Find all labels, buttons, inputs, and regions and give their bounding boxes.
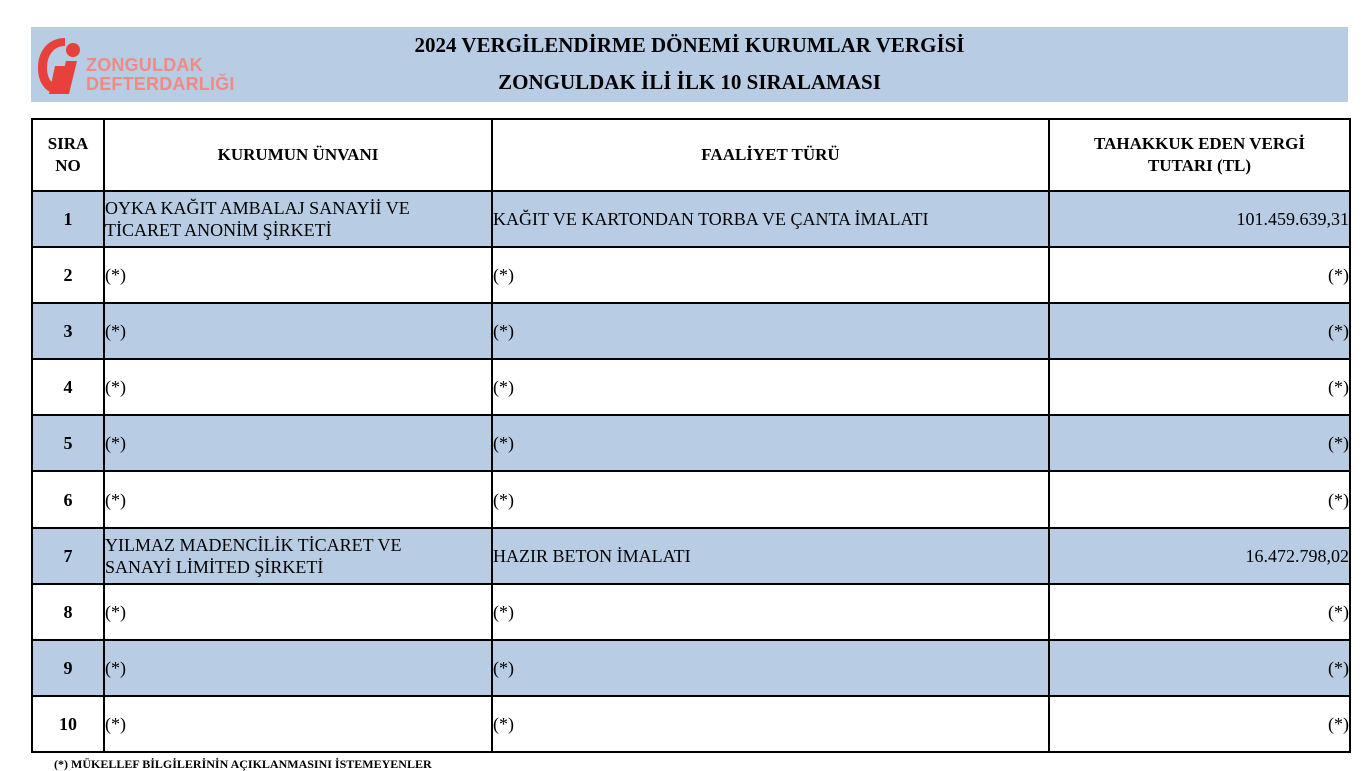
row-number: 1 <box>32 191 104 247</box>
header-sira-no: SIRA NO <box>32 119 104 191</box>
tax-amount: (*) <box>1049 584 1350 640</box>
activity-type: (*) <box>492 247 1049 303</box>
activity-type: (*) <box>492 359 1049 415</box>
row-number: 10 <box>32 696 104 752</box>
tax-amount: 101.459.639,31 <box>1049 191 1350 247</box>
header-vergi-tutari: TAHAKKUK EDEN VERGİ TUTARI (TL) <box>1049 119 1350 191</box>
header-kurumun-unvani: KURUMUN ÜNVANI <box>104 119 492 191</box>
tax-amount: (*) <box>1049 415 1350 471</box>
row-number: 3 <box>32 303 104 359</box>
table-row <box>32 528 1350 584</box>
table-row <box>32 696 1350 752</box>
row-number: 4 <box>32 359 104 415</box>
page-subtitle: ZONGULDAK İLİ İLK 10 SIRALAMASI <box>498 70 881 94</box>
footnote: (*) MÜKELLEF BİLGİLERİNİN AÇIKLANMASINI İSTEMEYENLER <box>54 757 432 771</box>
table-row <box>32 191 1350 247</box>
logo-line-1: ZONGULDAK <box>86 55 203 75</box>
table-row <box>32 359 1350 415</box>
company-name: (*) <box>104 696 492 752</box>
tax-amount: (*) <box>1049 640 1350 696</box>
activity-type: KAĞIT VE KARTONDAN TORBA VE ÇANTA İMALATI <box>492 191 1049 247</box>
logo-line-2: DEFTERDARLIĞI <box>86 74 235 94</box>
activity-type: (*) <box>492 640 1049 696</box>
row-number: 9 <box>32 640 104 696</box>
company-name: (*) <box>104 359 492 415</box>
page-header <box>31 27 1348 102</box>
company-name: YILMAZ MADENCİLİK TİCARET VE SANAYİ LİMİTED ŞİRKETİ <box>104 528 492 584</box>
activity-type: HAZIR BETON İMALATI <box>492 528 1049 584</box>
activity-type: (*) <box>492 303 1049 359</box>
activity-type: (*) <box>492 696 1049 752</box>
table-header-row <box>32 119 1350 191</box>
row-number: 8 <box>32 584 104 640</box>
table-row <box>32 640 1350 696</box>
company-name: (*) <box>104 415 492 471</box>
tax-amount: (*) <box>1049 471 1350 527</box>
company-name: (*) <box>104 640 492 696</box>
table-row <box>32 303 1350 359</box>
company-name: (*) <box>104 471 492 527</box>
tax-amount: (*) <box>1049 247 1350 303</box>
tax-amount: 16.472.798,02 <box>1049 528 1350 584</box>
table-row <box>32 471 1350 527</box>
activity-type: (*) <box>492 584 1049 640</box>
tax-amount: (*) <box>1049 359 1350 415</box>
table-row <box>32 584 1350 640</box>
ranking-table <box>31 118 1351 753</box>
table-row <box>32 415 1350 471</box>
tax-amount: (*) <box>1049 303 1350 359</box>
row-number: 7 <box>32 528 104 584</box>
company-name: (*) <box>104 303 492 359</box>
company-name: OYKA KAĞIT AMBALAJ SANAYİİ VE TİCARET ANONİM ŞİRKETİ <box>104 191 492 247</box>
activity-type: (*) <box>492 471 1049 527</box>
header-faaliyet-turu: FAALİYET TÜRÜ <box>492 119 1049 191</box>
tax-amount: (*) <box>1049 696 1350 752</box>
company-name: (*) <box>104 247 492 303</box>
row-number: 5 <box>32 415 104 471</box>
company-name: (*) <box>104 584 492 640</box>
table-row <box>32 247 1350 303</box>
activity-type: (*) <box>492 415 1049 471</box>
row-number: 6 <box>32 471 104 527</box>
page-title: 2024 VERGİLENDİRME DÖNEMİ KURUMLAR VERGİSİ <box>414 33 965 57</box>
row-number: 2 <box>32 247 104 303</box>
